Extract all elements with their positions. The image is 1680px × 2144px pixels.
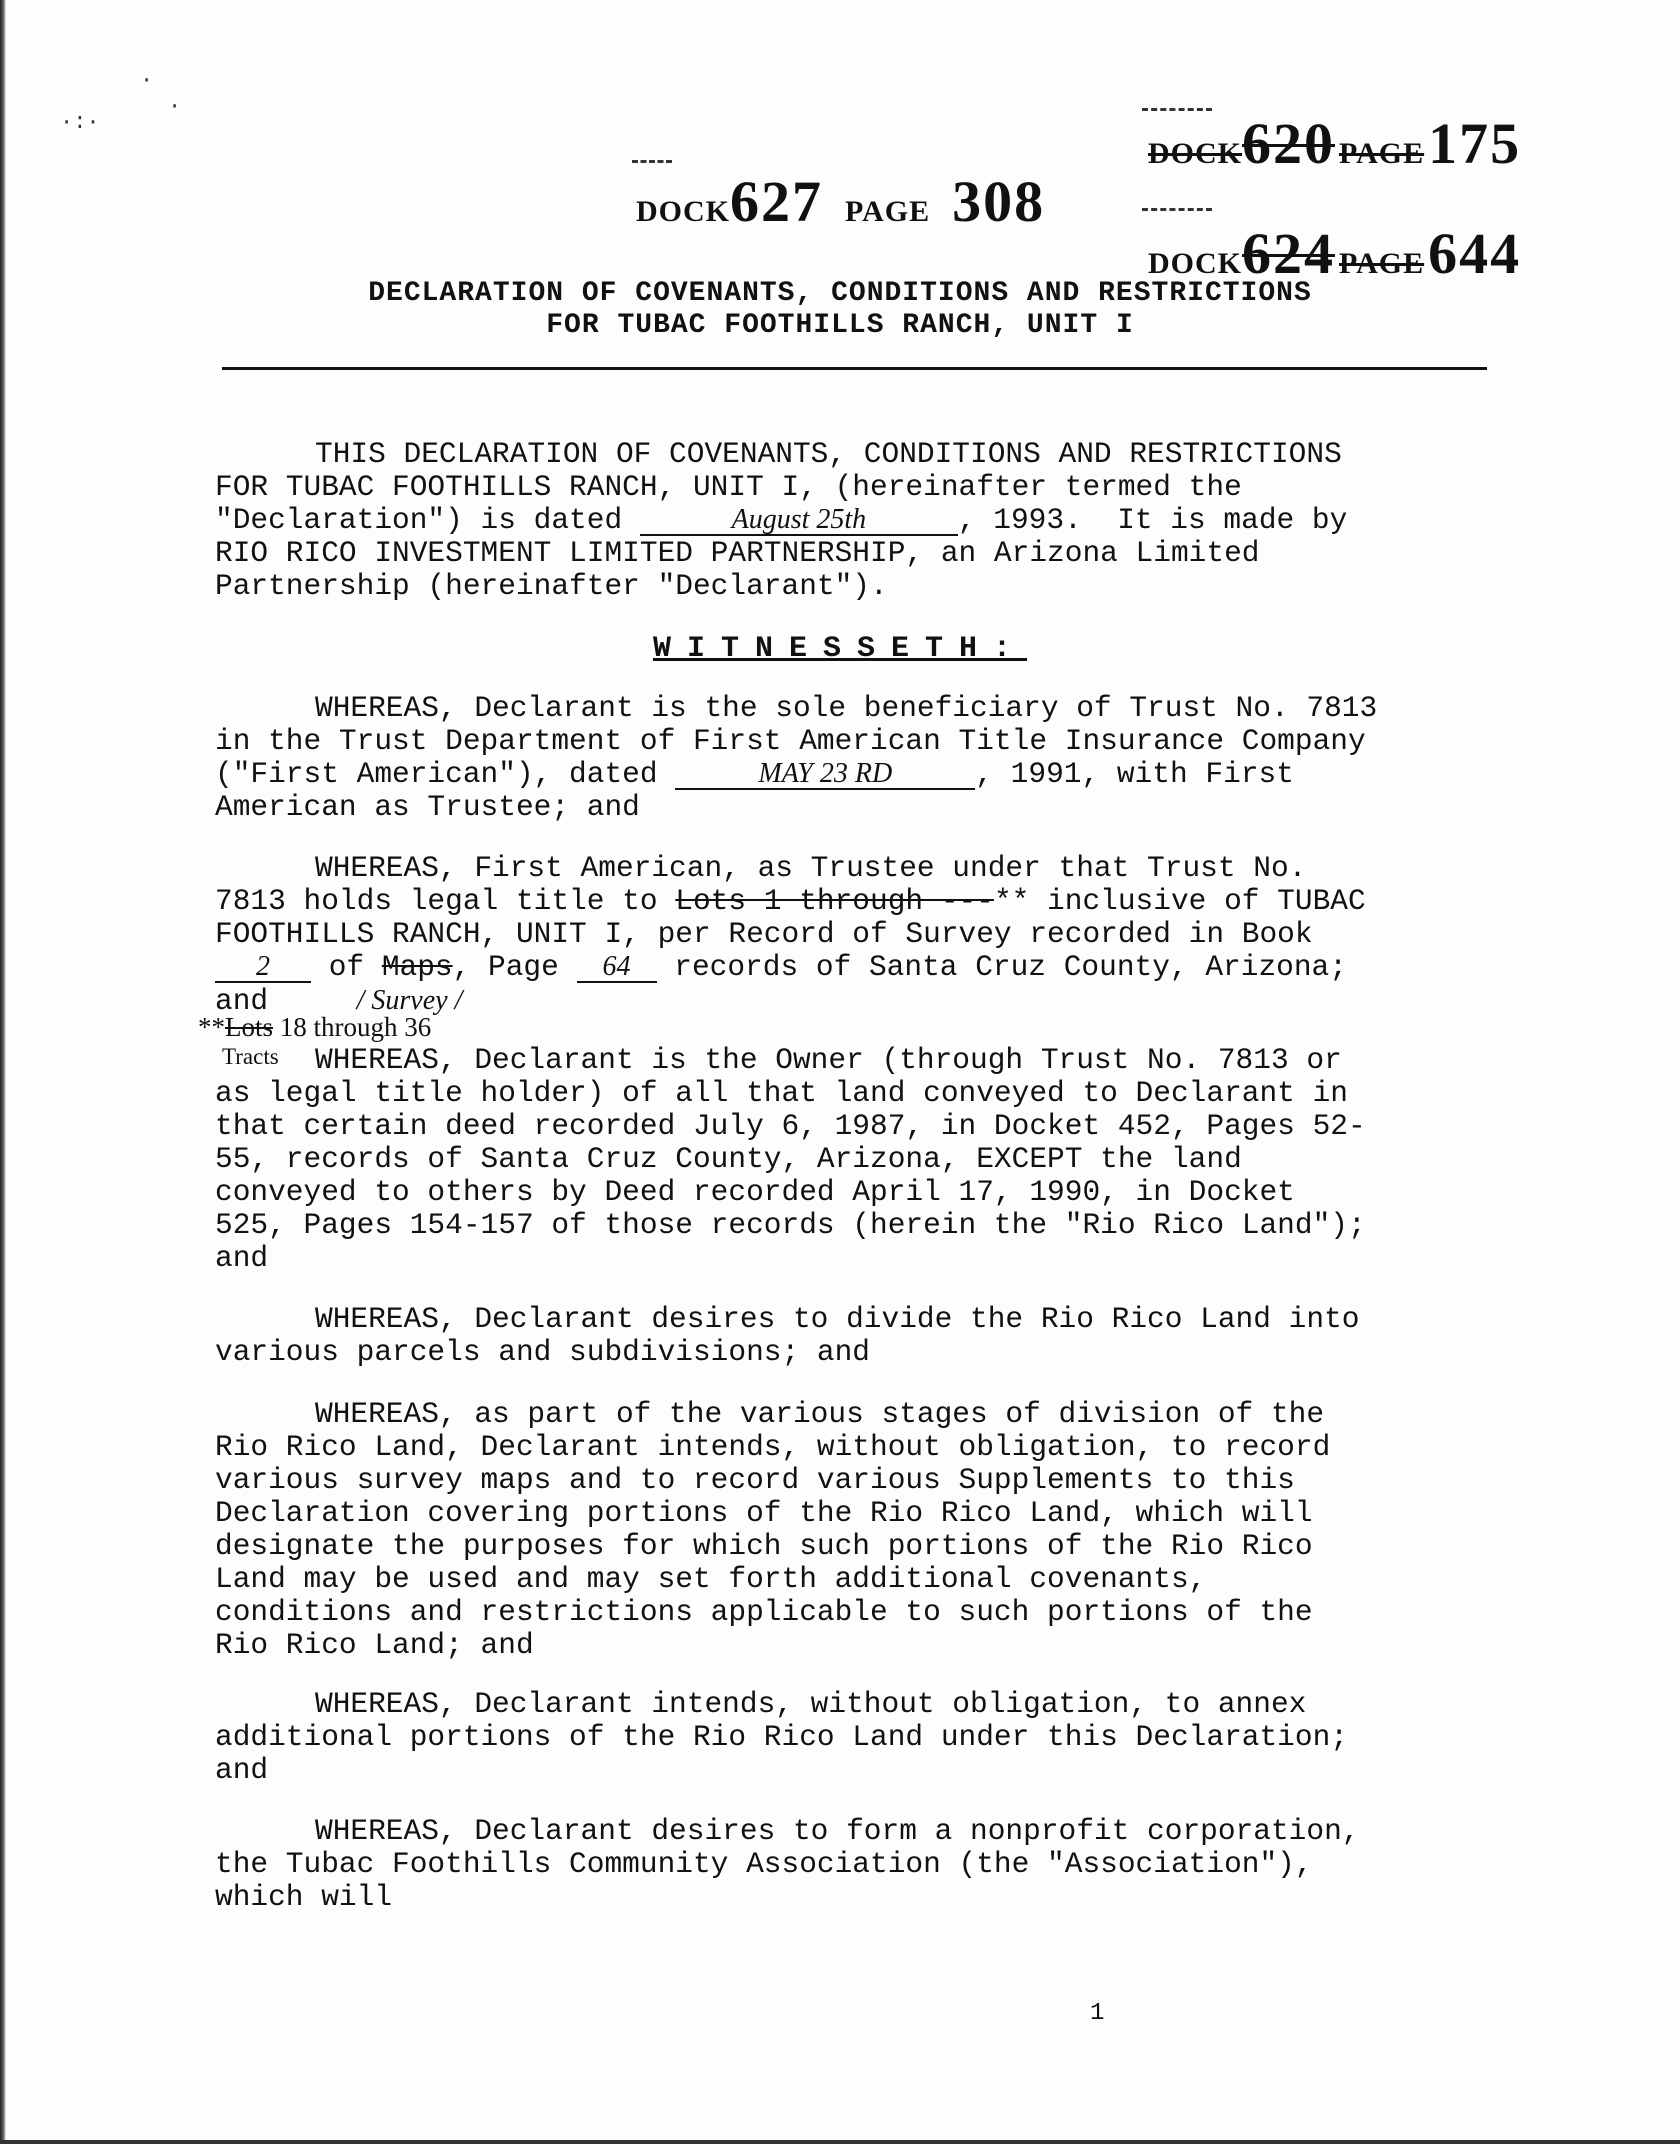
scan-speck: ·	[140, 68, 154, 93]
page-number: 308	[952, 169, 1046, 234]
text-line: WHEREAS, Declarant desires to divide the Rio Rico Land into	[315, 1302, 1360, 1336]
docket-label: DOCK	[1148, 247, 1242, 280]
page-number-field: 64	[577, 953, 657, 983]
page-number: 644	[1428, 221, 1522, 286]
text-line: WHEREAS, First American, as Trustee under that Trust No.	[315, 851, 1307, 885]
struck-text: Lots	[225, 1012, 274, 1042]
handwritten-lots-note	[198, 1012, 431, 1043]
text-line: various parcels and subdivisions; and	[215, 1335, 871, 1369]
docket-number: 620	[1242, 111, 1335, 176]
text-line: as legal title holder) of all that land conveyed to Declarant in	[215, 1076, 1348, 1110]
text-line: Declaration covering portions of the Rio Rico Land, which will	[215, 1496, 1313, 1530]
text-line: and	[215, 1753, 269, 1787]
document-title-line-1: DECLARATION OF COVENANTS, CONDITIONS AND RESTRICTIONS	[368, 278, 1312, 309]
whereas-paragraph-3	[215, 1044, 1515, 1275]
docket-stamp-627	[636, 168, 1045, 235]
title-rule	[222, 367, 1487, 370]
text-line: , 1991, with First	[975, 757, 1294, 791]
page-label: PAGE	[845, 195, 931, 228]
stamp-dash	[1142, 208, 1212, 211]
handwritten-tracts-note: Tracts	[222, 1044, 279, 1069]
whereas-paragraph-2	[215, 852, 1515, 1018]
page-label: PAGE	[1339, 247, 1425, 280]
stamp-dash	[632, 160, 672, 163]
text-line: records of Santa Cruz County, Arizona;	[656, 950, 1347, 984]
text-line: RIO RICO INVESTMENT LIMITED PARTNERSHIP, an Arizona Limited	[215, 536, 1260, 570]
docket-number: 624	[1242, 221, 1335, 286]
page-number: 175	[1428, 111, 1522, 176]
text-line: of	[311, 950, 382, 984]
text-line: American as Trustee; and	[215, 790, 640, 824]
docket-label: DOCK	[1148, 137, 1242, 170]
declaration-date-field: August 25th	[640, 506, 958, 536]
struck-text: Maps	[381, 950, 453, 984]
text-line: the Tubac Foothills Community Association (the "Association"),	[215, 1847, 1313, 1881]
scan-edge-bottom	[0, 2140, 1680, 2144]
struck-text: Lots 1 through ---	[675, 884, 994, 918]
docket-label: DOCK	[636, 195, 730, 228]
text-line: WHEREAS, Declarant is the sole beneficiary of Trust No. 7813	[315, 691, 1378, 725]
note-text: 18 through 36	[273, 1012, 432, 1042]
note-prefix: **	[198, 1012, 225, 1042]
text-line: additional portions of the Rio Rico Land under this Declaration;	[215, 1720, 1348, 1754]
text-line: WHEREAS, as part of the various stages of division of the	[315, 1397, 1325, 1431]
whereas-paragraph-5	[215, 1398, 1515, 1662]
text-line: "Declaration") is dated	[215, 503, 640, 537]
handwritten-survey-note: / Survey /	[356, 985, 463, 1016]
text-line: that certain deed recorded July 6, 1987, in Docket 452, Pages 52-	[215, 1109, 1366, 1143]
trust-date-field: MAY 23 RD	[675, 760, 975, 790]
text-line: 55, records of Santa Cruz County, Arizona, EXCEPT the land	[215, 1142, 1242, 1176]
witnesseth-heading: WITNESSETH:	[652, 632, 1028, 666]
text-line: WHEREAS, Declarant is the Owner (through Trust No. 7813 or	[315, 1043, 1342, 1077]
text-line: Rio Rico Land; and	[215, 1628, 534, 1662]
text-line: THIS DECLARATION OF COVENANTS, CONDITIONS AND RESTRICTIONS	[315, 437, 1342, 471]
whereas-paragraph-6	[215, 1688, 1515, 1787]
text-line: Partnership (hereinafter "Declarant").	[215, 569, 888, 603]
text-line: ("First American"), dated	[215, 757, 676, 791]
page-label: PAGE	[1339, 137, 1425, 170]
book-number-field: 2	[215, 953, 311, 983]
document-title-line-2: FOR TUBAC FOOTHILLS RANCH, UNIT I	[546, 310, 1134, 341]
text-line: FOR TUBAC FOOTHILLS RANCH, UNIT I, (hereinafter termed the	[215, 470, 1242, 504]
text-line: Rio Rico Land, Declarant intends, without obligation, to record	[215, 1430, 1331, 1464]
text-line: FOOTHILLS RANCH, UNIT I, per Record of Survey recorded in Book	[215, 917, 1313, 951]
text-line: in the Trust Department of First American Title Insurance Company	[215, 724, 1366, 758]
whereas-paragraph-1	[215, 692, 1515, 824]
text-line: ** inclusive of TUBAC	[993, 884, 1366, 918]
docket-number: 627	[730, 169, 823, 234]
text-line: Land may be used and may set forth additional covenants,	[215, 1562, 1207, 1596]
whereas-paragraph-7	[215, 1815, 1515, 1914]
text-line: , Page	[452, 950, 577, 984]
text-line: conditions and restrictions applicable to such portions of the	[215, 1595, 1313, 1629]
text-line: and	[215, 1241, 269, 1275]
text-line: designate the purposes for which such portions of the Rio Rico	[215, 1529, 1313, 1563]
text-line: WHEREAS, Declarant desires to form a nonprofit corporation,	[315, 1814, 1360, 1848]
text-line: WHEREAS, Declarant intends, without obligation, to annex	[315, 1687, 1307, 1721]
scan-speck: ·	[168, 94, 182, 119]
docket-stamp-624	[1148, 220, 1521, 287]
text-line: 7813 holds legal title to	[215, 884, 676, 918]
docket-stamp-620	[1148, 110, 1521, 177]
text-line: conveyed to others by Deed recorded April 17, 1990, in Docket	[215, 1175, 1295, 1209]
text-line: 525, Pages 154-157 of those records (herein the "Rio Rico Land");	[215, 1208, 1366, 1242]
intro-paragraph	[215, 438, 1515, 603]
text-line: various survey maps and to record various Supplements to this	[215, 1463, 1295, 1497]
text-line: and	[215, 984, 269, 1018]
scan-speck: ·:·	[60, 110, 100, 135]
whereas-paragraph-4	[215, 1303, 1515, 1369]
text-line: which will	[215, 1880, 393, 1914]
text-line: , 1993. It is made by	[957, 503, 1348, 537]
page-mark: 1	[1090, 2000, 1105, 2027]
